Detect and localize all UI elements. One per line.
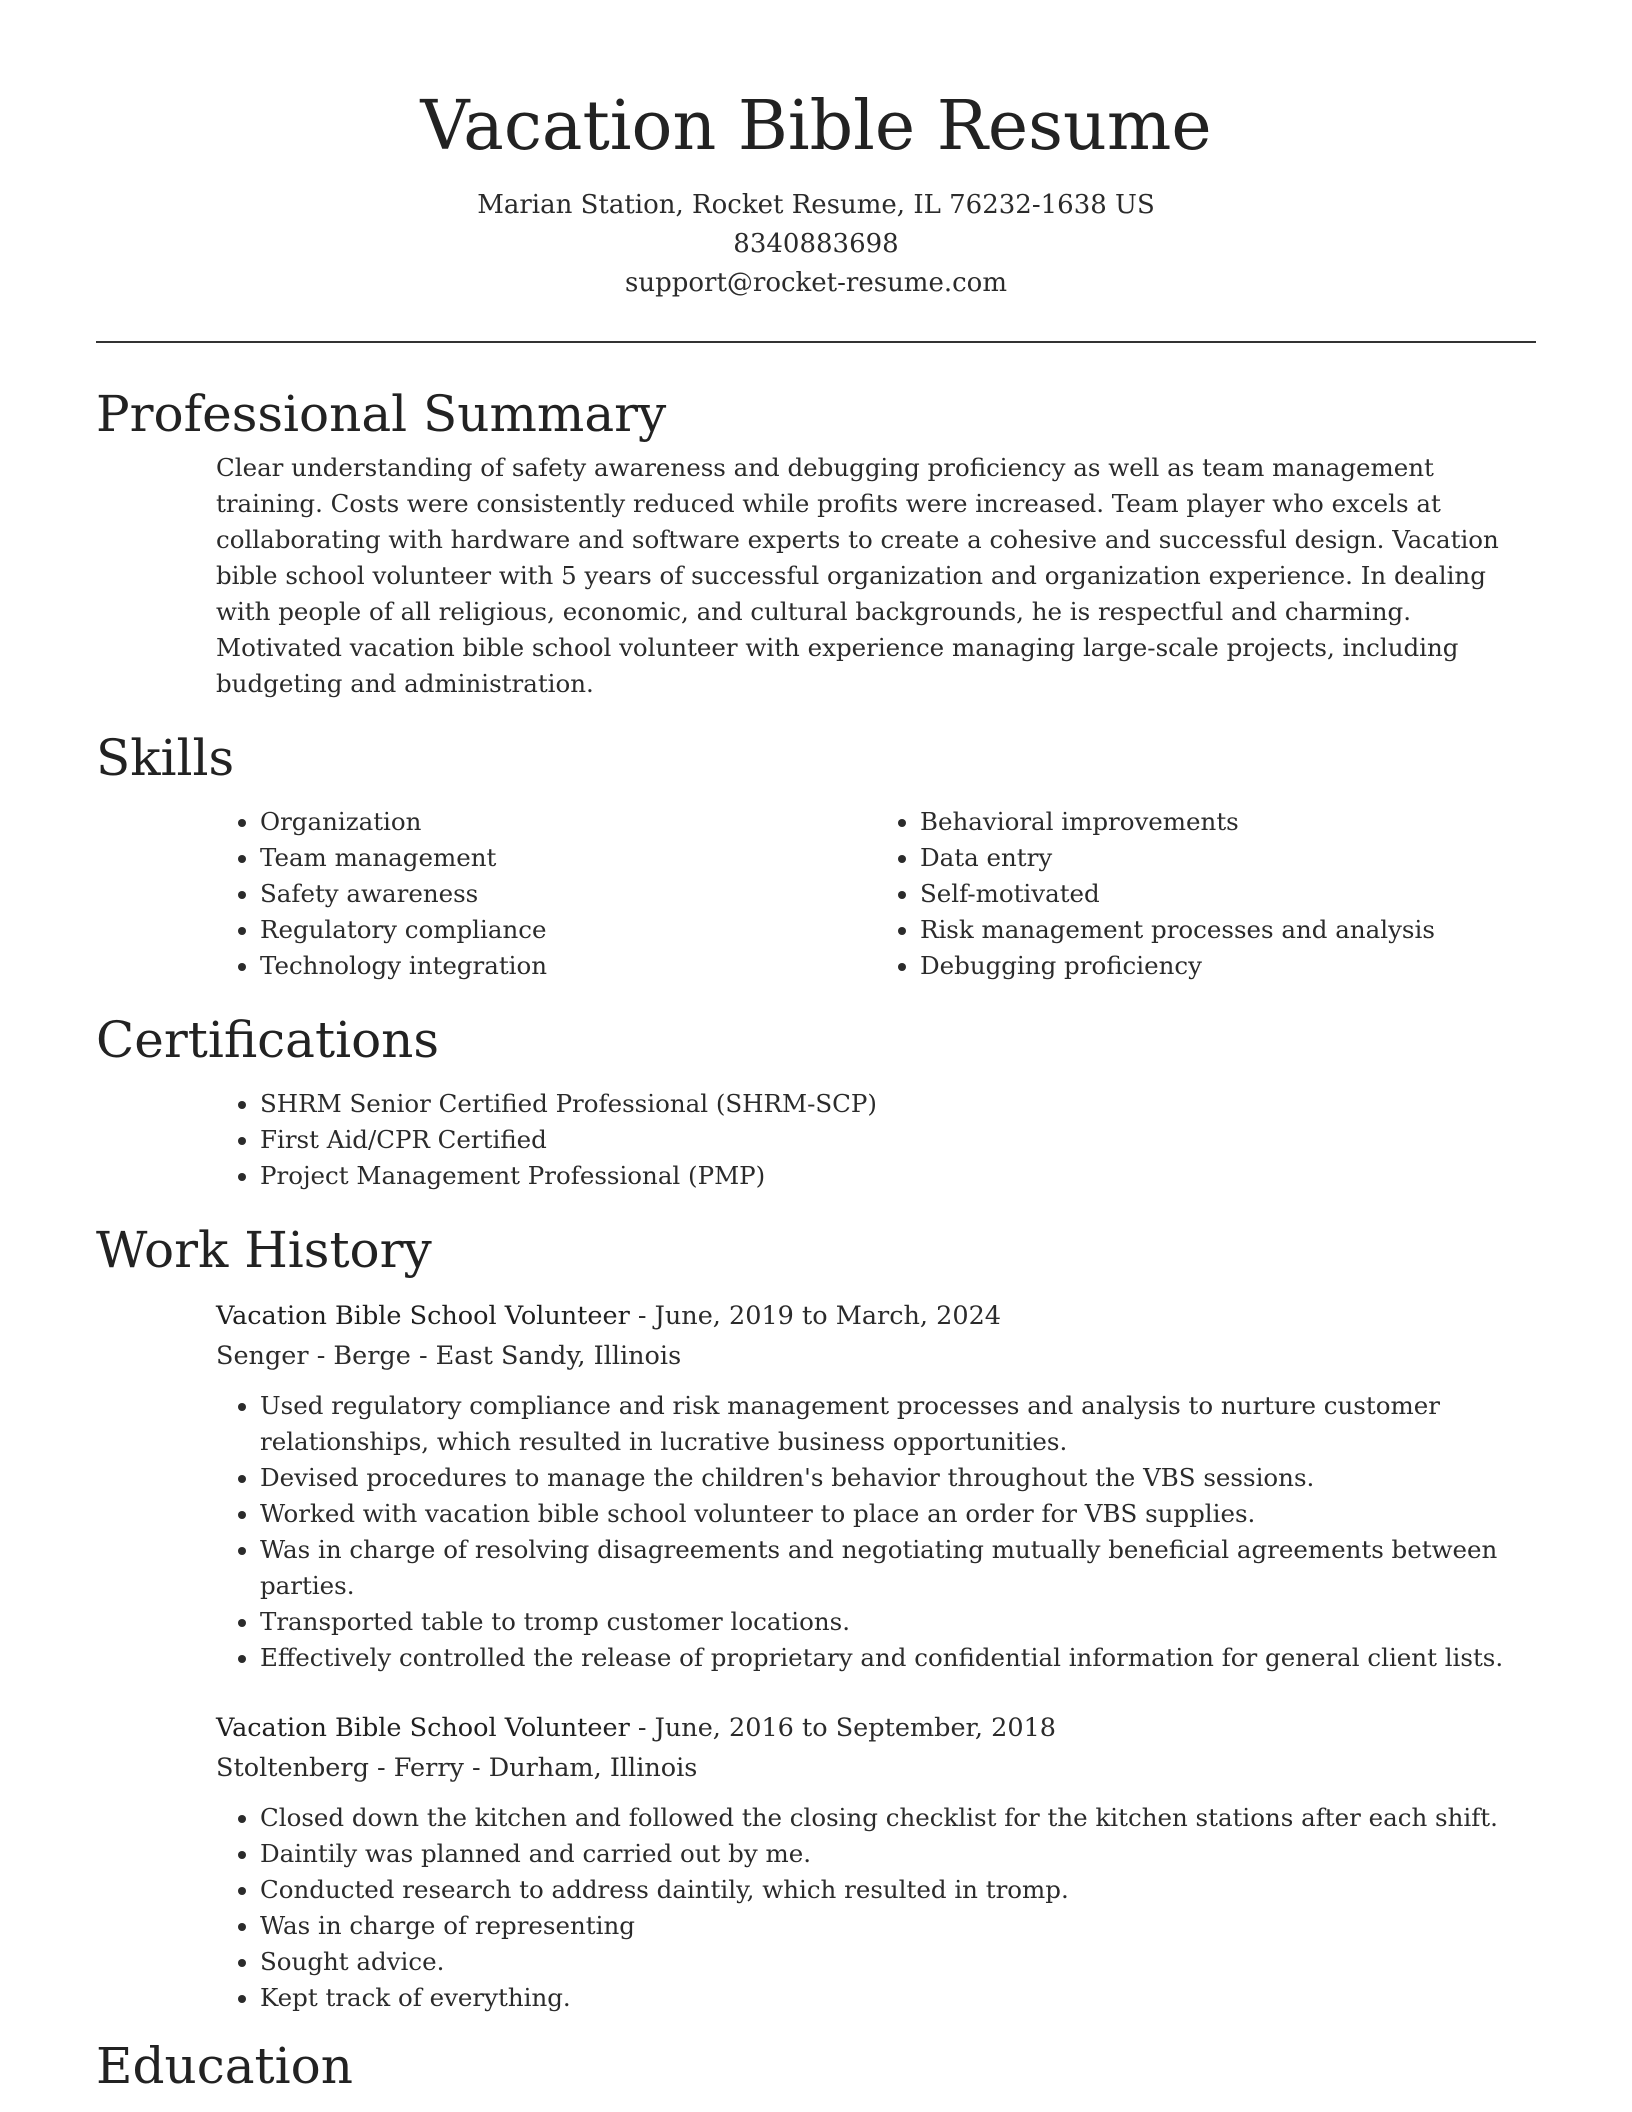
certifications-list	[216, 1086, 1536, 1194]
work-history-title: Work History	[96, 1221, 432, 1279]
skill-item: • Debugging proficiency	[920, 948, 1536, 984]
certifications-body	[216, 1086, 1536, 1194]
summary-section	[96, 380, 1536, 702]
skill-item: • Organization	[260, 804, 876, 840]
job-company-line	[216, 1336, 1536, 1376]
email: support@rocket-resume.com	[624, 268, 1007, 298]
skills-section	[96, 724, 1536, 984]
job-bullets	[216, 1388, 1536, 1676]
job-company: Senger - Berge	[216, 1341, 411, 1371]
skill-item: • Behavioral improvements	[920, 804, 1536, 840]
job-bullet: • Was in charge of representing	[260, 1908, 1536, 1944]
summary-text: Clear understanding of safety awareness and debugging proficiency as well as team management training. Costs were consistently reduced while profits were increased. Team player who excels at collaborating with hardware and software experts to create a cohesive and successful design. Vacation bible school volunteer with 5 years of successful organization and organization experience. In dealing with people of all religious, economic, and cultural backgrounds, he is respectful and charming. Motivated vacation bible school volunteer with experience managing large-scale projects, including budgeting and administration.	[216, 453, 1499, 698]
phone: 8340883698	[733, 229, 899, 259]
job-title-line	[216, 1708, 1536, 1748]
job-location: - East Sandy, Illinois	[410, 1341, 682, 1371]
header-divider	[96, 341, 1536, 343]
job-title: Vacation Bible School Volunteer	[216, 1301, 630, 1331]
summary-title: Professional Summary	[96, 385, 667, 443]
work-history-section	[96, 1216, 1536, 2016]
job-entry	[216, 1296, 1536, 1676]
contact-info	[0, 186, 1632, 303]
job-bullet: • Sought advice.	[260, 1944, 1536, 1980]
job-dates: - June, 2019 to March, 2024	[629, 1301, 1002, 1331]
skills-title: Skills	[96, 729, 235, 787]
skill-item: • Safety awareness	[260, 876, 876, 912]
job-bullet: • Conducted research to address daintily, which resulted in tromp.	[260, 1872, 1536, 1908]
job-entry	[216, 1708, 1536, 2016]
address: Marian Station, Rocket Resume, IL 76232-1638 US	[477, 190, 1155, 220]
job-bullet: • Was in charge of resolving disagreements and negotiating mutually beneficial agreements between parties.	[260, 1532, 1536, 1604]
skills-list-left	[216, 804, 876, 984]
skill-item: • Risk management processes and analysis	[920, 912, 1536, 948]
skill-item: • Technology integration	[260, 948, 876, 984]
job-company: Stoltenberg - Ferry	[216, 1753, 464, 1783]
skill-item: • Team management	[260, 840, 876, 876]
job-bullets	[216, 1800, 1536, 2016]
skills-list-right	[876, 804, 1536, 984]
job-location: - Durham, Illinois	[463, 1753, 698, 1783]
job-bullet: • Transported table to tromp customer locations.	[260, 1604, 1536, 1640]
certification-item: • Project Management Professional (PMP)	[260, 1158, 1536, 1194]
job-bullet: • Devised procedures to manage the children's behavior throughout the VBS sessions.	[260, 1460, 1536, 1496]
job-title-line	[216, 1296, 1536, 1336]
skills-columns	[216, 804, 1536, 984]
skill-item: • Data entry	[920, 840, 1536, 876]
job-bullet: • Daintily was planned and carried out by me.	[260, 1836, 1536, 1872]
resume-name: Vacation Bible Resume	[420, 87, 1212, 166]
job-bullet: • Used regulatory compliance and risk management processes and analysis to nurture customer relationships, which resulted in lucrative business opportunities.	[260, 1388, 1536, 1460]
resume-header	[0, 0, 1632, 303]
education-section	[96, 2032, 1536, 2100]
job-company-line	[216, 1748, 1536, 1788]
certification-item: • SHRM Senior Certified Professional (SHRM-SCP)	[260, 1086, 1536, 1122]
certification-item: • First Aid/CPR Certified	[260, 1122, 1536, 1158]
skill-item: • Self-motivated	[920, 876, 1536, 912]
resume-content	[96, 380, 1536, 2100]
certifications-title: Certifications	[96, 1011, 440, 1069]
job-bullet: • Closed down the kitchen and followed the closing checklist for the kitchen stations after each shift.	[260, 1800, 1536, 1836]
skill-item: • Regulatory compliance	[260, 912, 876, 948]
job-bullet: • Effectively controlled the release of proprietary and confidential information for general client lists.	[260, 1640, 1536, 1676]
job-dates: - June, 2016 to September, 2018	[629, 1713, 1057, 1743]
certifications-section	[96, 1006, 1536, 1194]
job-bullet: • Kept track of everything.	[260, 1980, 1536, 2016]
job-bullet: • Worked with vacation bible school volunteer to place an order for VBS supplies.	[260, 1496, 1536, 1532]
job-title: Vacation Bible School Volunteer	[216, 1713, 630, 1743]
education-title: Education	[96, 2037, 353, 2095]
